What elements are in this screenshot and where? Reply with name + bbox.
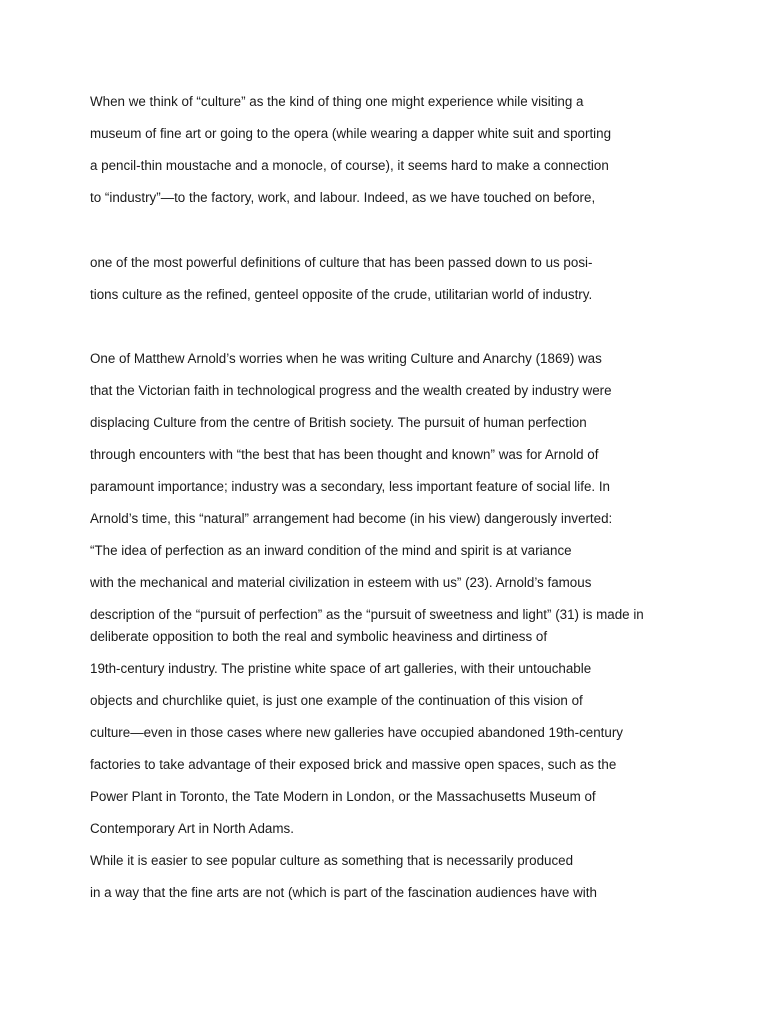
text-line: description of the “pursuit of perfection” as the “pursuit of sweetness and light” (31) is made in: [90, 607, 644, 622]
text-line: “The idea of perfection as an inward condition of the mind and spirit is at variance: [90, 543, 572, 558]
text-line: objects and churchlike quiet, is just one example of the continuation of this vision of: [90, 693, 583, 708]
text-line: a pencil-thin moustache and a monocle, of course), it seems hard to make a connection: [90, 158, 609, 173]
text-line: to “industry”—to the factory, work, and labour. Indeed, as we have touched on before,: [90, 190, 596, 205]
text-line: museum of fine art or going to the opera (while wearing a dapper white suit and sporting: [90, 126, 612, 141]
text-line: One of Matthew Arnold’s worries when he was writing Culture and Anarchy (1869) was: [90, 351, 602, 366]
text-line: one of the most powerful definitions of culture that has been passed down to us posi-: [90, 255, 593, 270]
text-line: When we think of “culture” as the kind of thing one might experience while visiting a: [90, 94, 584, 109]
text-line: paramount importance; industry was a secondary, less important feature of social life. In: [90, 479, 611, 494]
text-line: that the Victorian faith in technological progress and the wealth created by industry were: [90, 383, 612, 398]
text-line: Contemporary Art in North Adams.: [90, 821, 294, 836]
text-line: displacing Culture from the centre of British society. The pursuit of human perfection: [90, 415, 587, 430]
text-line: through encounters with “the best that has been thought and known” was for Arnold of: [90, 447, 599, 462]
text-line: in a way that the fine arts are not (which is part of the fascination audiences have with: [90, 885, 597, 900]
text-line: While it is easier to see popular culture as something that is necessarily produced: [90, 853, 574, 868]
text-line: Arnold’s time, this “natural” arrangement had become (in his view) dangerously inverted:: [90, 511, 613, 526]
text-line: 19th-century industry. The pristine white space of art galleries, with their untouchable: [90, 661, 592, 676]
text-line: with the mechanical and material civilization in esteem with us” (23). Arnold’s famous: [90, 575, 592, 590]
text-line: culture—even in those cases where new galleries have occupied abandoned 19th-century: [90, 725, 623, 740]
text-line: tions culture as the refined, genteel opposite of the crude, utilitarian world of industry.: [90, 287, 593, 302]
text-line: factories to take advantage of their exposed brick and massive open spaces, such as the: [90, 757, 617, 772]
text-line: Power Plant in Toronto, the Tate Modern in London, or the Massachusetts Museum of: [90, 789, 596, 804]
text-line: deliberate opposition to both the real and symbolic heaviness and dirtiness of: [90, 629, 548, 644]
